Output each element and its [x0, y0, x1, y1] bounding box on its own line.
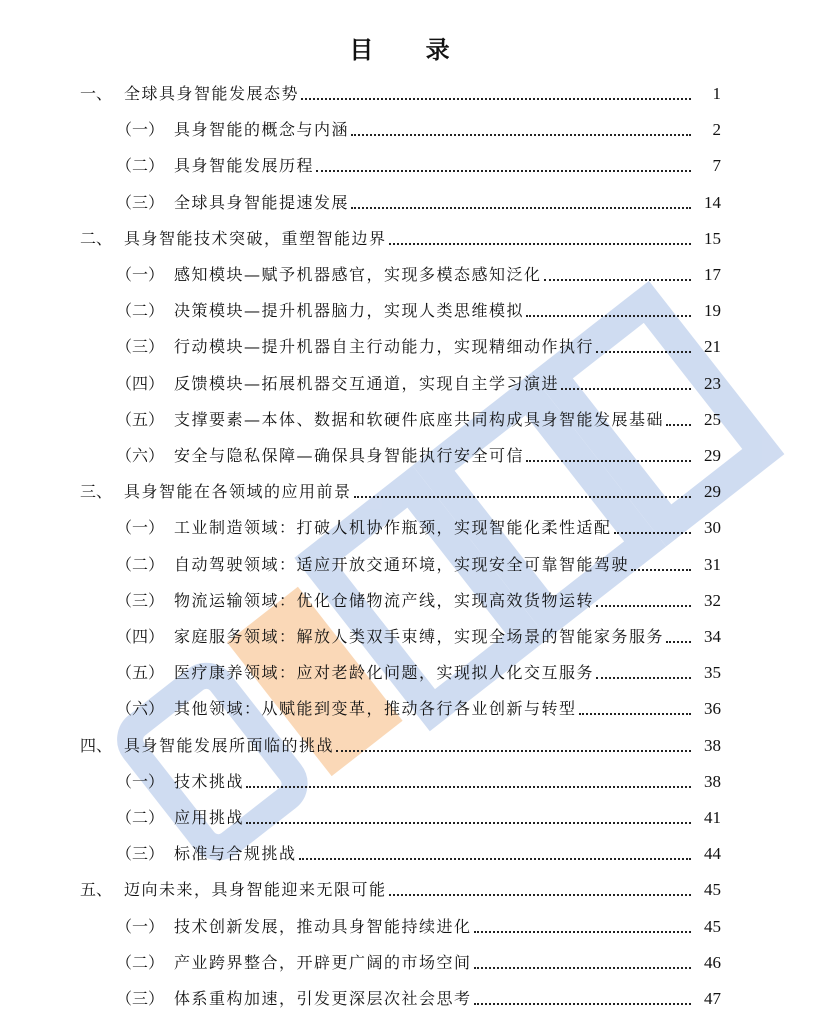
toc-dot-leader	[631, 569, 691, 571]
toc-page-number: 32	[704, 590, 721, 610]
toc-entry[interactable]	[0, 728, 821, 756]
toc-entry-number: 二、	[80, 228, 113, 248]
toc-entry-number: （二）	[116, 952, 165, 972]
toc-dot-leader	[596, 677, 691, 679]
toc-dot-leader	[246, 822, 691, 824]
toc-page-number: 29	[704, 446, 721, 465]
toc-entry-title: 全球具身智能发展态势	[124, 84, 300, 103]
toc-entry-title: 具身智能的概念与内涵	[174, 120, 350, 140]
toc-dot-leader	[389, 243, 691, 245]
toc-entry-number: （六）	[116, 446, 165, 465]
toc-entry[interactable]	[0, 836, 821, 864]
toc-entry[interactable]	[0, 438, 821, 466]
toc-page-number: 45	[704, 916, 721, 936]
toc-entry-number: （五）	[116, 409, 165, 429]
toc-entry[interactable]	[0, 76, 821, 104]
toc-entry-number: （三）	[116, 337, 165, 357]
toc-entry-title: 工业制造领域：打破人机协作瓶颈，实现智能化柔性适配	[174, 518, 612, 538]
toc-page-number: 46	[704, 952, 721, 972]
toc-page-number: 30	[704, 518, 721, 538]
toc-dot-leader	[614, 532, 691, 534]
toc-entry-number: （三）	[116, 989, 165, 1008]
toc-entry-title: 产业跨界整合，开辟更广阔的市场空间	[174, 952, 472, 972]
toc-page-number: 1	[712, 84, 721, 103]
toc-dot-leader	[246, 786, 691, 788]
toc-entry[interactable]	[0, 185, 821, 213]
toc-entry[interactable]	[0, 148, 821, 176]
toc-entry-title: 具身智能在各领域的应用前景	[124, 482, 352, 502]
toc-entry-title: 其他领域：从赋能到变革，推动各行各业创新与转型	[174, 699, 577, 719]
toc-page-number: 35	[704, 663, 721, 683]
toc-page-number: 29	[704, 482, 721, 502]
toc-page-number: 19	[704, 301, 721, 321]
toc-entry-title: 物流运输领域：优化仓储物流产线，实现高效货物运转	[174, 590, 595, 610]
toc-entry[interactable]	[0, 981, 821, 1009]
toc-entry-number: 四、	[80, 735, 113, 755]
toc-entry-number: 一、	[80, 84, 113, 103]
toc-dot-leader	[389, 894, 691, 896]
toc-entry-title: 全球具身智能提速发展	[174, 192, 350, 212]
toc-dot-leader	[666, 641, 691, 643]
toc-entry-title: 行动模块—提升机器自主行动能力，实现精细动作执行	[174, 337, 595, 357]
toc-entry-number: （一）	[116, 265, 165, 284]
toc-entry-title: 具身智能发展历程	[174, 156, 315, 176]
toc-entry-number: （三）	[116, 590, 165, 610]
toc-entry[interactable]	[0, 293, 821, 321]
toc-page-number: 23	[704, 373, 721, 393]
toc-dot-leader	[544, 279, 691, 281]
toc-entry-title: 家庭服务领域：解放人类双手束缚，实现全场景的智能家务服务	[174, 627, 665, 646]
toc-dot-leader	[474, 967, 691, 969]
toc-dot-leader	[526, 315, 691, 317]
toc-page-number: 36	[704, 699, 721, 719]
toc-entry-number: （二）	[116, 301, 165, 321]
toc-page-number: 38	[704, 771, 721, 791]
toc-dot-leader	[351, 134, 691, 136]
toc-dot-leader	[596, 351, 691, 353]
toc-entry[interactable]	[0, 474, 821, 502]
toc-page-number: 21	[704, 337, 721, 357]
page-title: 目 录	[349, 36, 472, 64]
toc-entry-number: （三）	[116, 844, 165, 864]
toc-dot-leader	[561, 388, 691, 390]
toc-entry-title: 感知模块—赋予机器感官，实现多模态感知泛化	[174, 265, 542, 284]
toc-entry[interactable]	[0, 872, 821, 900]
toc-entry[interactable]	[0, 583, 821, 611]
toc-entry[interactable]	[0, 800, 821, 828]
toc-entry-number: （四）	[116, 627, 165, 646]
toc-page-number: 41	[704, 808, 721, 827]
toc-entry[interactable]	[0, 945, 821, 973]
toc-entry-title: 自动驾驶领域：适应开放交通环境，实现安全可靠智能驾驶	[174, 554, 630, 574]
toc-entry-number: （三）	[116, 192, 165, 212]
toc-page-number: 14	[704, 192, 721, 212]
toc-entry-title: 支撑要素—本体、数据和软硬件底座共同构成具身智能发展基础	[174, 409, 665, 429]
toc-entry-number: （四）	[116, 373, 165, 393]
toc-entry-number: （六）	[116, 699, 165, 719]
toc-entry-title: 具身智能技术突破，重塑智能边界	[124, 228, 387, 248]
toc-entry[interactable]	[0, 691, 821, 719]
toc-entry-number: （五）	[116, 663, 165, 683]
toc-entry-number: （一）	[116, 771, 165, 791]
toc-entry[interactable]	[0, 655, 821, 683]
toc-entry[interactable]	[0, 402, 821, 430]
toc-dot-leader	[474, 1003, 691, 1005]
toc-entry[interactable]	[0, 329, 821, 357]
toc-dot-leader	[666, 424, 691, 426]
toc-dot-leader	[299, 858, 691, 860]
toc-entry-title: 技术创新发展，推动具身智能持续进化	[174, 916, 472, 936]
toc-entry-number: 五、	[80, 880, 113, 900]
toc-dot-leader	[316, 170, 691, 172]
toc-entry-title: 反馈模块—拓展机器交互通道，实现自主学习演进	[174, 373, 560, 393]
toc-entry-title: 医疗康养领域：应对老龄化问题，实现拟人化交互服务	[174, 663, 595, 683]
toc-entry[interactable]	[0, 221, 821, 249]
toc-entry-title: 迈向未来，具身智能迎来无限可能	[124, 880, 387, 900]
toc-page-number: 17	[704, 265, 721, 284]
toc-entry[interactable]	[0, 510, 821, 538]
toc-entry-number: （一）	[116, 518, 165, 538]
toc-dot-leader	[474, 931, 691, 933]
toc-page-number: 25	[704, 409, 721, 429]
toc-entry-title: 具身智能发展所面临的挑战	[124, 735, 335, 755]
toc-page-number: 31	[704, 554, 721, 574]
toc-page-number: 7	[712, 156, 721, 176]
toc-entry[interactable]	[0, 909, 821, 937]
toc-entry-number: （二）	[116, 808, 165, 827]
toc-page-number: 45	[704, 880, 721, 900]
toc-dot-leader	[526, 460, 691, 462]
toc-entry[interactable]	[0, 547, 821, 575]
toc-entry-number: （一）	[116, 916, 165, 936]
toc-entry-title: 标准与合规挑战	[174, 844, 297, 864]
toc-entry[interactable]	[0, 366, 821, 394]
toc-dot-leader	[579, 713, 691, 715]
toc-entry-number: （二）	[116, 156, 165, 176]
toc-entry-number: （一）	[116, 120, 165, 140]
toc-entry-number: （二）	[116, 554, 165, 574]
toc-entry[interactable]	[0, 112, 821, 140]
toc-entry[interactable]	[0, 619, 821, 647]
toc-dot-leader	[336, 750, 691, 752]
toc-page-number: 38	[704, 735, 721, 755]
toc-entry-title: 安全与隐私保障—确保具身智能执行安全可信	[174, 446, 525, 465]
toc-dot-leader	[351, 207, 691, 209]
toc-page-number: 2	[712, 120, 721, 140]
toc-entry-title: 体系重构加速，引发更深层次社会思考	[174, 989, 472, 1008]
toc-entry-title: 应用挑战	[174, 808, 245, 827]
toc-entry-title: 决策模块—提升机器脑力，实现人类思维模拟	[174, 301, 525, 321]
toc-entry-number: 三、	[80, 482, 113, 502]
toc-page-number: 15	[704, 228, 721, 248]
toc-entry[interactable]	[0, 764, 821, 792]
toc-dot-leader	[596, 605, 691, 607]
toc-page-number: 44	[704, 844, 721, 864]
toc-page-number: 47	[704, 989, 721, 1008]
toc-dot-leader	[301, 98, 691, 100]
toc-entry[interactable]	[0, 257, 821, 285]
toc-dot-leader	[354, 496, 691, 498]
toc-page-number: 34	[704, 627, 721, 646]
toc-entry-title: 技术挑战	[174, 771, 245, 791]
